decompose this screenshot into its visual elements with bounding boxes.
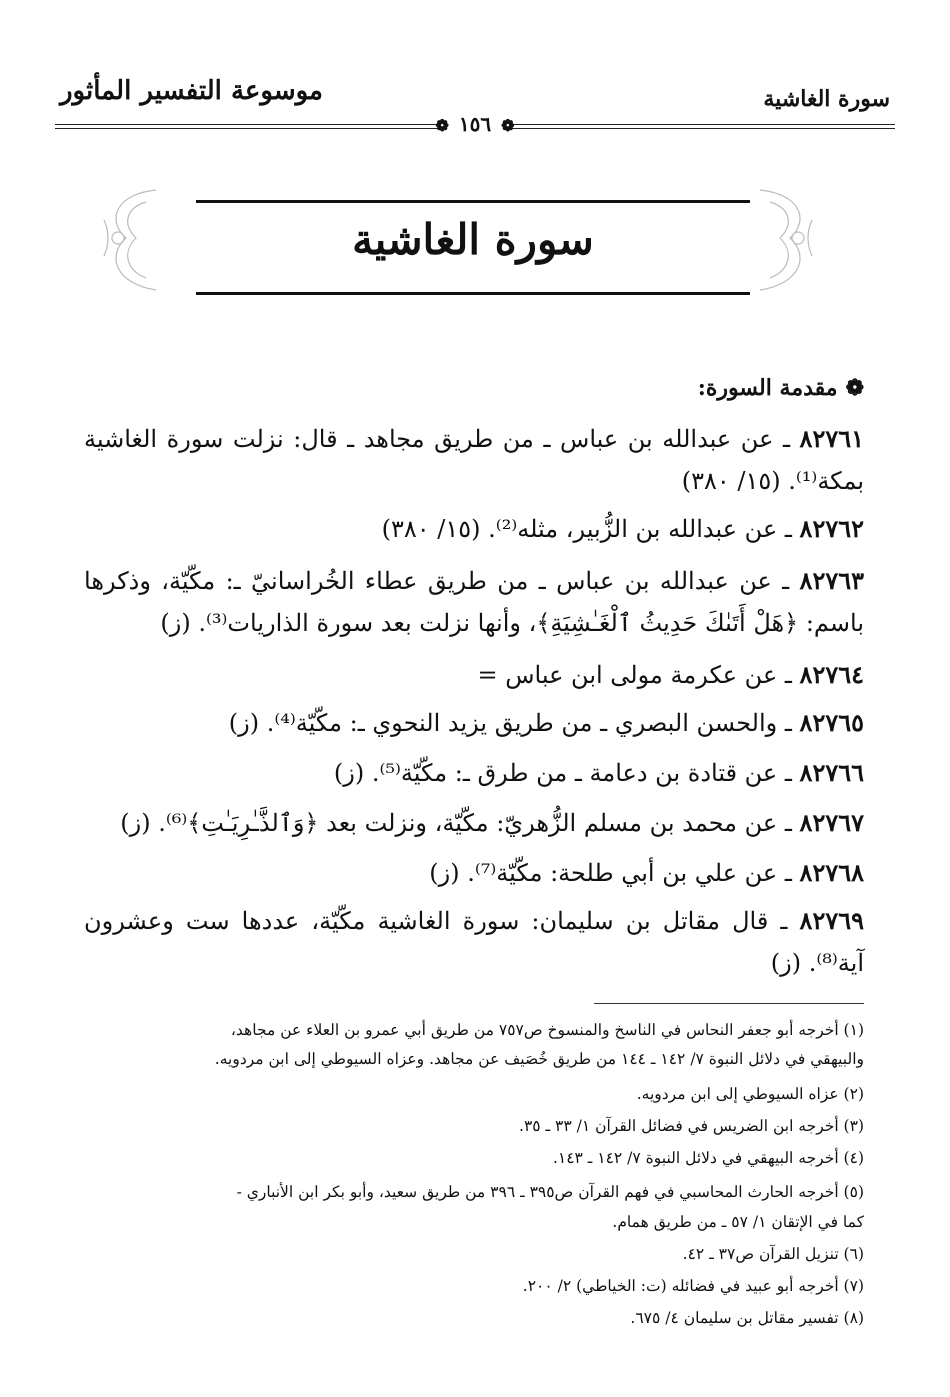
- book-title: موسوعة التفسير المأثور: [60, 76, 323, 106]
- entry-number: ٨٢٧٦١: [799, 424, 864, 453]
- entry-text: ـ عن عبدالله بن عباس ـ من طريق مجاهد ـ قال: نزلت سورة الغاشية بمكة⁽¹⁾. (١٥/ ٣٨٠): [84, 425, 864, 495]
- title-rule-bottom: [196, 292, 750, 295]
- narration-entry: [84, 508, 864, 550]
- entry-text: ـ عن عبدالله بن عباس ـ من طريق عطاء الخُراسانيّ ـ: مكّيّة، وذكرها باسم: ﴿هَلْ أَتَىٰكَ حَدِيثُ ٱلْغَـٰشِيَةِ﴾، وأنها نزلت بعد سورة الذاريات⁽³⁾. (ز): [84, 567, 864, 637]
- narration-entry: [84, 418, 864, 502]
- ornament-icon: ❁: [501, 116, 515, 135]
- footnote-line: (٢) عزاه السيوطي إلى ابن مردويه.: [636, 1085, 864, 1103]
- entry-text: ـ عن عبدالله بن الزُّبير، مثله⁽²⁾. (١٥/ ٣٨٠): [381, 515, 800, 543]
- page-number-block: [0, 112, 950, 136]
- flower-icon: ❁: [845, 375, 864, 401]
- right-flourish-ornament: [756, 180, 820, 300]
- title-rule-top: [196, 200, 750, 203]
- entry-number: ٨٢٧٦٨: [799, 858, 864, 887]
- entry-text: ـ عن قتادة بن دعامة ـ من طرق ـ: مكّيّة⁽⁵⁾. (ز): [333, 759, 800, 787]
- footnote-line: (٦) تنزيل القرآن ص٣٧ ـ ٤٢.: [682, 1245, 864, 1263]
- narration-entry: [84, 752, 864, 794]
- narration-entry: [84, 654, 864, 696]
- entry-text: ـ قال مقاتل بن سليمان: سورة الغاشية مكّيّة، عددها ست وعشرون آية⁽⁸⁾. (ز): [84, 907, 864, 977]
- section-heading: [84, 375, 864, 401]
- entry-text: ـ عن محمد بن مسلم الزُّهريّ: مكّيّة، ونزلت بعد ﴿وَٱلذَّـٰرِيَـٰتِ﴾⁽⁶⁾. (ز): [120, 809, 800, 837]
- narration-entry: [84, 702, 864, 744]
- footnote-rule: [594, 1003, 864, 1004]
- entry-text: ـ عن عكرمة مولى ابن عباس =: [477, 661, 800, 689]
- ornament-icon: ❁: [435, 116, 449, 135]
- section-heading-text: مقدمة السورة:: [697, 375, 838, 401]
- narration-entry: [84, 900, 864, 984]
- footnote-line: والبيهقي في دلائل النبوة ٧/ ١٤٢ ـ ١٤٤ من طريق خُصَيف عن مجاهد. وعزاه السيوطي إلى ابن مردويه.: [214, 1050, 864, 1068]
- entry-number: ٨٢٧٦٧: [799, 808, 864, 837]
- entry-number: ٨٢٧٦٢: [799, 514, 864, 543]
- footnote-line: (٧) أخرجه أبو عبيد في فضائله (ت: الخياطي) ٢/ ٢٠٠.: [522, 1277, 864, 1295]
- surah-header-title: سورة الغاشية: [763, 86, 890, 112]
- entry-text: ـ والحسن البصري ـ من طريق يزيد النحوي ـ: مكّيّة⁽⁴⁾. (ز): [228, 709, 800, 737]
- entry-number: ٨٢٧٦٦: [799, 758, 864, 787]
- entry-text: ـ عن علي بن أبي طلحة: مكّيّة⁽⁷⁾. (ز): [429, 859, 800, 887]
- entry-number: ٨٢٧٦٥: [799, 708, 864, 737]
- left-flourish-ornament: [96, 180, 160, 300]
- narration-entry: [84, 852, 864, 894]
- footnote-line: كما في الإتقان ١/ ٥٧ ـ من طريق همام.: [612, 1213, 864, 1231]
- entry-number: ٨٢٧٦٤: [799, 660, 864, 689]
- page-number: ١٥٦: [458, 112, 492, 136]
- footnote-line: (٨) تفسير مقاتل بن سليمان ٤/ ٦٧٥.: [630, 1309, 864, 1327]
- footnote-line: (١) أخرجه أبو جعفر النحاس في الناسخ والمنسوخ ص٧٥٧ من طريق أبي عمرو بن العلاء عن مجاهد،: [230, 1021, 864, 1039]
- surah-title: سورة الغاشية: [352, 215, 594, 264]
- footnote-line: (٤) أخرجه البيهقي في دلائل النبوة ٧/ ١٤٢ ـ ١٤٣.: [552, 1149, 864, 1167]
- entry-number: ٨٢٧٦٣: [799, 566, 864, 595]
- entry-number: ٨٢٧٦٩: [799, 906, 864, 935]
- narration-entry: [84, 560, 864, 644]
- footnote-line: (٣) أخرجه ابن الضريس في فضائل القرآن ١/ ٣٣ ـ ٣٥.: [519, 1117, 864, 1135]
- narration-entry: [84, 802, 864, 844]
- footnote-line: (٥) أخرجه الحارث المحاسبي في فهم القرآن ص٣٩٥ ـ ٣٩٦ من طريق سعيد، وأبو بكر ابن الأنباري -: [236, 1183, 864, 1201]
